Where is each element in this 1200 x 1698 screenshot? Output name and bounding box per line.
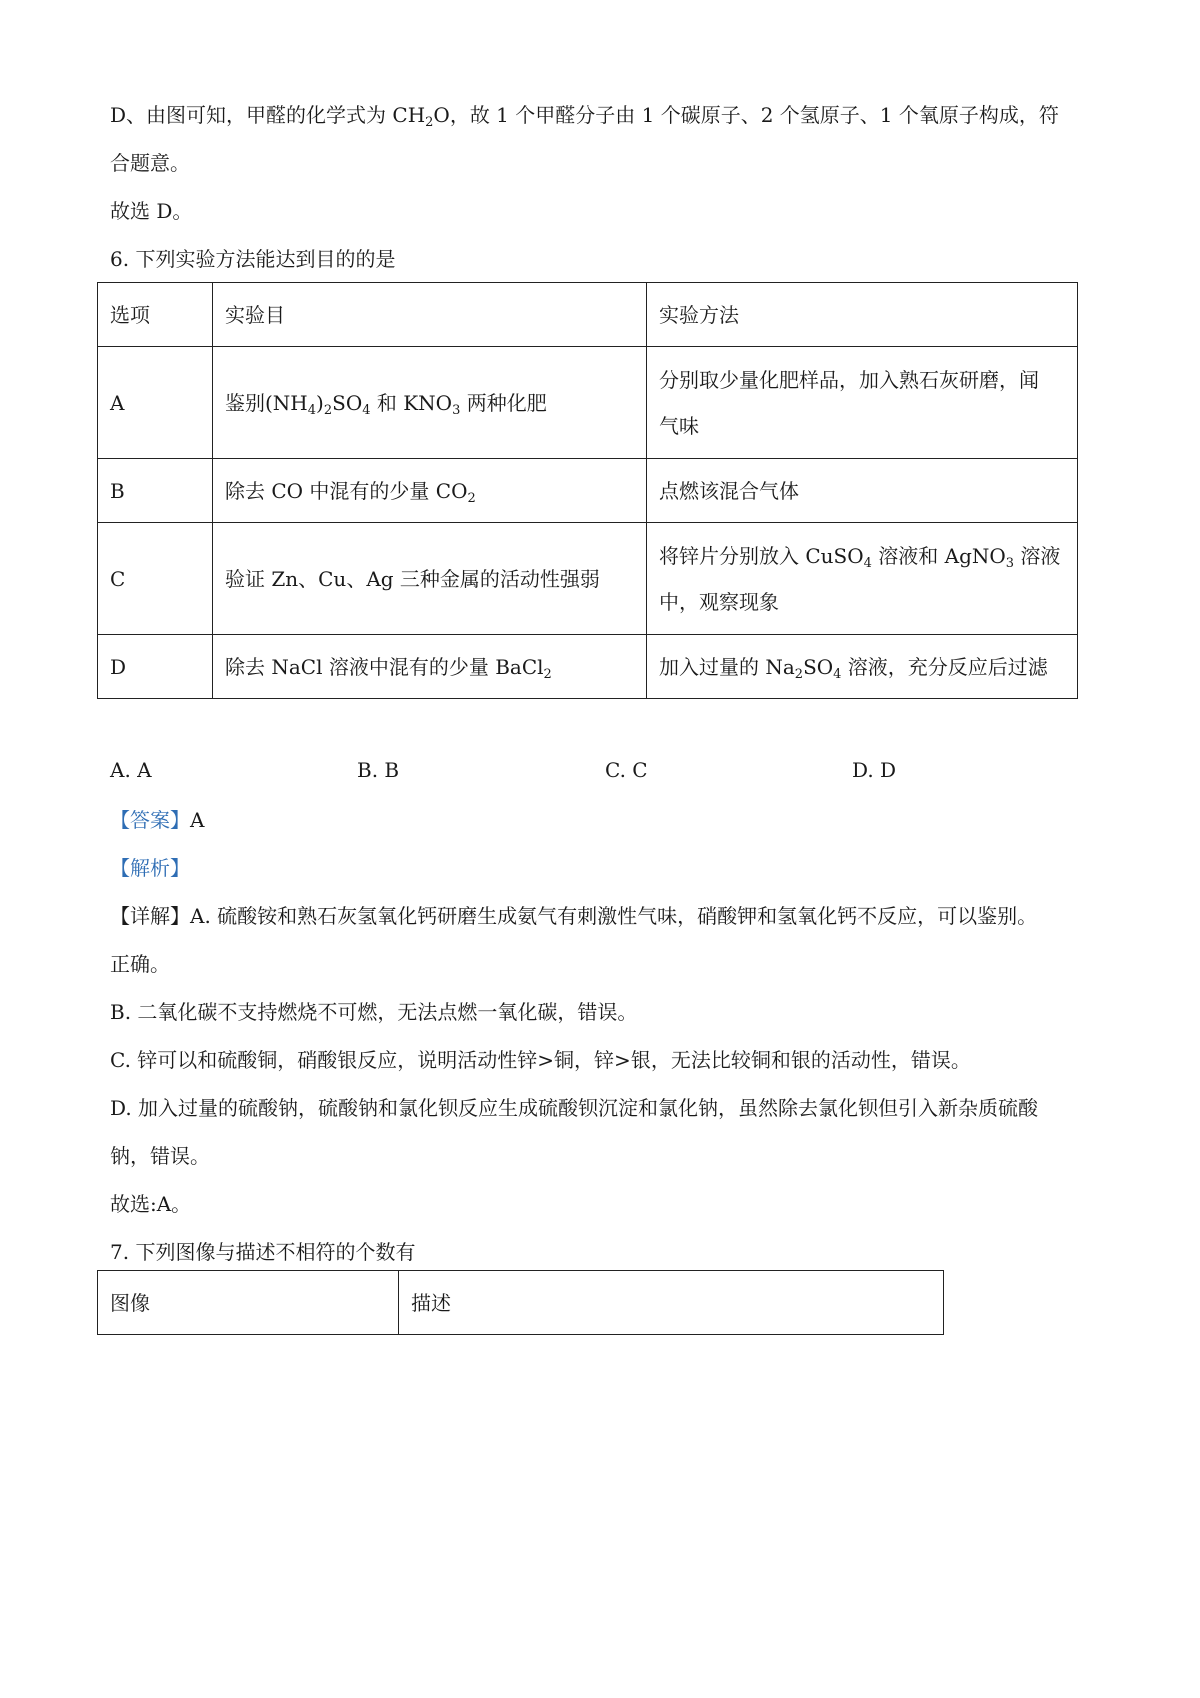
row-c-option: C <box>98 523 213 635</box>
q7-table <box>97 1270 944 1335</box>
row-d-option: D <box>98 635 213 699</box>
detail-line4: C. 锌可以和硫酸铜，硝酸银反应，说明活动性锌>铜，锌>银，无法比较铜和银的活动性，错误。 <box>110 1048 971 1072</box>
q6-table <box>97 282 1078 699</box>
table-header-row <box>98 283 1078 347</box>
detail-line2: 正确。 <box>110 952 170 976</box>
detail-line5: D. 加入过量的硫酸钠，硫酸钠和氯化钡反应生成硫酸钡沉淀和氯化钠，虽然除去氯化钡但引入新杂质硫酸 <box>110 1096 1039 1120</box>
choice-b: B. B <box>357 758 400 782</box>
answer-tag: 【答案】 <box>110 808 190 832</box>
choice-d: D. D <box>852 758 897 782</box>
row-a-method: 分别取少量化肥样品，加入熟石灰研磨，闻 气味 <box>647 347 1078 459</box>
row-b-method: 点燃该混合气体 <box>647 459 1078 523</box>
header-image: 图像 <box>98 1271 399 1335</box>
row-c-purpose: 验证 Zn、Cu、Ag 三种金属的活动性强弱 <box>213 523 647 635</box>
q7-stem: 7. 下列图像与描述不相符的个数有 <box>110 1240 416 1264</box>
choice-a: A. A <box>110 758 152 782</box>
table-header-row <box>98 1271 944 1335</box>
prev-explanation-line2: 合题意。 <box>110 151 190 175</box>
answer-line <box>110 806 204 834</box>
prev-explanation-line1: D、由图可知，甲醛的化学式为 $CH_2O$，故 1 个甲醛分子由 1 个碳原子、2 个氢原子、1 个氧原子构成，符 <box>110 103 1059 130</box>
detail-line6: 钠，错误。 <box>110 1144 210 1168</box>
row-a-option: A <box>98 347 213 459</box>
q6-conclusion: 故选:A。 <box>110 1192 192 1216</box>
row-a-purpose: 鉴别$(NH_4)_2SO_4$ 和 $KNO_3$ 两种化肥 <box>213 347 647 459</box>
row-b-option: B <box>98 459 213 523</box>
detail-line3: B. 二氧化碳不支持燃烧不可燃，无法点燃一氧化碳，错误。 <box>110 1000 638 1024</box>
detail-tag: 【详解】 <box>110 904 190 928</box>
table-row <box>98 523 1078 635</box>
header-purpose: 实验目 <box>213 283 647 347</box>
header-method: 实验方法 <box>647 283 1078 347</box>
detail-line1: 【详解】A. 硫酸铵和熟石灰氢氧化钙研磨生成氨气有刺激性气味，硝酸钾和氢氧化钙不反应，可以鉴别。 <box>110 904 1038 928</box>
row-c-method: 将锌片分别放入 CuSO$_4$ 溶液和 AgNO$_3$ 溶液 中，观察现象 <box>647 523 1078 635</box>
row-b-purpose: 除去 CO 中混有的少量 $CO_2$ <box>213 459 647 523</box>
row-d-purpose: 除去 NaCl 溶液中混有的少量 BaCl$_2$ <box>213 635 647 699</box>
prev-conclusion: 故选 D。 <box>110 199 193 223</box>
table-row <box>98 459 1078 523</box>
header-description: 描述 <box>399 1271 944 1335</box>
table-row <box>98 635 1078 699</box>
analysis-tag: 【解析】 <box>110 856 190 880</box>
q6-stem: 6. 下列实验方法能达到目的的是 <box>110 247 396 271</box>
row-d-method: 加入过量的 $Na_2SO_4$ 溶液，充分反应后过滤 <box>647 635 1078 699</box>
choice-c: C. C <box>605 758 648 782</box>
header-option: 选项 <box>98 283 213 347</box>
answer-value: A <box>190 808 205 832</box>
table-row <box>98 347 1078 459</box>
